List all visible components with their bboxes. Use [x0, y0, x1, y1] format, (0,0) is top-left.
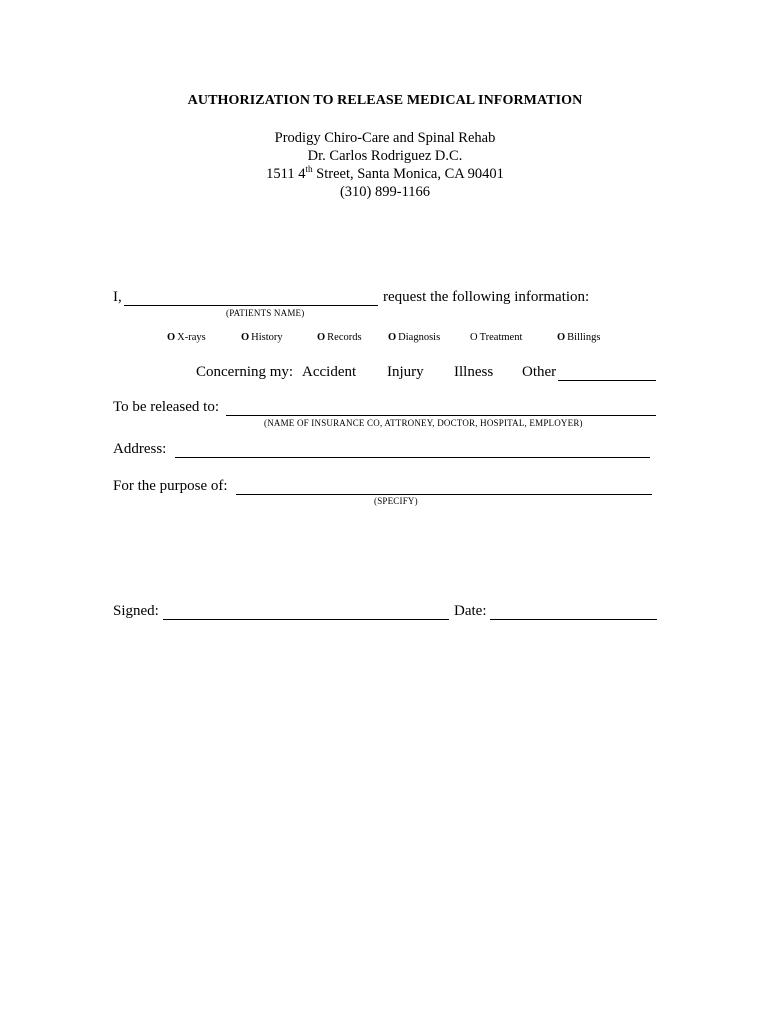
- option-records[interactable]: [317, 332, 362, 343]
- concerning-illness[interactable]: Illness: [454, 364, 494, 380]
- option-label: Diagnosis: [398, 332, 441, 343]
- document-title: AUTHORIZATION TO RELEASE MEDICAL INFORMATION: [187, 93, 583, 108]
- concerning-injury[interactable]: Injury: [387, 364, 424, 380]
- option-label: Treatment: [479, 332, 523, 343]
- option-history[interactable]: [241, 332, 283, 343]
- patient-name-caption: (PATIENTS NAME): [226, 308, 305, 318]
- released-label: To be released to:: [113, 399, 219, 415]
- option-diagnosis[interactable]: [388, 332, 440, 343]
- option-marker: O: [317, 332, 326, 343]
- option-marker: O: [241, 332, 250, 343]
- option-label: X-rays: [177, 332, 206, 343]
- address-label: Address:: [113, 441, 167, 457]
- option-treatment[interactable]: [470, 332, 522, 343]
- practice-name: Prodigy Chiro-Care and Spinal Rehab: [274, 130, 496, 146]
- request-suffix: request the following information:: [383, 289, 590, 305]
- option-marker: O: [167, 332, 176, 343]
- patient-name-field[interactable]: [124, 305, 378, 306]
- concerning-accident[interactable]: Accident: [302, 364, 357, 380]
- signature-field[interactable]: [163, 619, 449, 620]
- purpose-caption: (SPECIFY): [374, 496, 418, 506]
- request-prefix: I,: [113, 289, 122, 305]
- signed-label: Signed:: [113, 603, 159, 619]
- option-label: Billings: [567, 332, 601, 343]
- concerning-label: Concerning my:: [196, 364, 294, 380]
- purpose-field[interactable]: [236, 494, 652, 495]
- option-marker: O: [470, 332, 478, 343]
- option-marker: O: [388, 332, 397, 343]
- address-number: 1511 4: [266, 166, 306, 182]
- other-field[interactable]: [558, 380, 656, 381]
- concerning-other[interactable]: Other: [522, 364, 557, 380]
- address-ordinal: th: [305, 164, 313, 175]
- option-billings[interactable]: [557, 332, 600, 343]
- practice-address: [0, 165, 770, 183]
- released-caption: (NAME OF INSURANCE CO, ATTRONEY, DOCTOR, HOSPITAL, EMPLOYER): [264, 418, 583, 428]
- date-field[interactable]: [490, 619, 657, 620]
- released-to-field[interactable]: [226, 415, 656, 416]
- doctor-name: Dr. Carlos Rodriguez D.C.: [307, 148, 463, 164]
- address-field[interactable]: [175, 457, 650, 458]
- option-xrays[interactable]: [167, 332, 206, 343]
- address-street: Street, Santa Monica, CA 90401: [312, 166, 504, 182]
- option-label: History: [251, 332, 283, 343]
- option-label: Records: [327, 332, 362, 343]
- date-label: Date:: [454, 603, 487, 619]
- purpose-label: For the purpose of:: [113, 478, 228, 494]
- practice-phone: (310) 899-1166: [339, 184, 431, 200]
- option-marker: O: [557, 332, 566, 343]
